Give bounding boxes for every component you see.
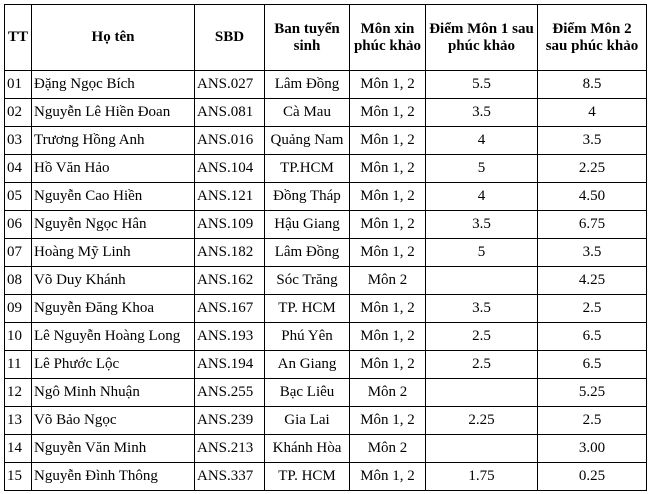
cell-diem-mon-2: 4 — [538, 99, 647, 127]
header-tt: TT — [5, 5, 32, 71]
cell-diem-mon-2: 4.25 — [538, 267, 647, 295]
table-row — [5, 407, 647, 435]
cell-tt: 11 — [5, 351, 32, 379]
cell-mon-xin-phuc-khao: Môn 1, 2 — [350, 295, 426, 323]
header-row — [5, 5, 647, 71]
cell-diem-mon-1: 2.5 — [426, 323, 538, 351]
cell-sbd: ANS.194 — [195, 351, 265, 379]
cell-mon-xin-phuc-khao: Môn 1, 2 — [350, 71, 426, 99]
cell-diem-mon-2: 8.5 — [538, 71, 647, 99]
cell-mon-xin-phuc-khao: Môn 1, 2 — [350, 127, 426, 155]
cell-ho-ten: Nguyễn Cao Hiền — [32, 183, 195, 211]
cell-diem-mon-1: 5 — [426, 155, 538, 183]
table-row — [5, 211, 647, 239]
cell-ho-ten: Nguyễn Lê Hiền Đoan — [32, 99, 195, 127]
cell-ban-tuyen-sinh: Bạc Liêu — [265, 379, 350, 407]
cell-diem-mon-2: 5.25 — [538, 379, 647, 407]
cell-diem-mon-1: 5.5 — [426, 71, 538, 99]
cell-ho-ten: Đặng Ngọc Bích — [32, 71, 195, 99]
cell-ban-tuyen-sinh: An Giang — [265, 351, 350, 379]
cell-sbd: ANS.167 — [195, 295, 265, 323]
cell-tt: 14 — [5, 435, 32, 463]
cell-ho-ten: Nguyễn Đăng Khoa — [32, 295, 195, 323]
cell-ban-tuyen-sinh: Phú Yên — [265, 323, 350, 351]
cell-sbd: ANS.121 — [195, 183, 265, 211]
cell-ban-tuyen-sinh: TP. HCM — [265, 295, 350, 323]
cell-sbd: ANS.162 — [195, 267, 265, 295]
table-body — [5, 71, 647, 491]
cell-diem-mon-1 — [426, 267, 538, 295]
cell-tt: 15 — [5, 463, 32, 491]
cell-ban-tuyen-sinh: Sóc Trăng — [265, 267, 350, 295]
table-row — [5, 239, 647, 267]
cell-diem-mon-1: 4 — [426, 127, 538, 155]
cell-tt: 07 — [5, 239, 32, 267]
cell-diem-mon-1 — [426, 435, 538, 463]
cell-ho-ten: Võ Duy Khánh — [32, 267, 195, 295]
cell-tt: 05 — [5, 183, 32, 211]
cell-mon-xin-phuc-khao: Môn 1, 2 — [350, 351, 426, 379]
table-row — [5, 267, 647, 295]
cell-tt: 13 — [5, 407, 32, 435]
table-row — [5, 71, 647, 99]
cell-ban-tuyen-sinh: TP.HCM — [265, 155, 350, 183]
cell-ban-tuyen-sinh: TP. HCM — [265, 463, 350, 491]
cell-diem-mon-1: 2.5 — [426, 351, 538, 379]
cell-diem-mon-1: 1.75 — [426, 463, 538, 491]
cell-diem-mon-1 — [426, 379, 538, 407]
cell-diem-mon-2: 2.5 — [538, 295, 647, 323]
results-table-container — [4, 4, 647, 491]
cell-mon-xin-phuc-khao: Môn 1, 2 — [350, 239, 426, 267]
cell-diem-mon-2: 6.75 — [538, 211, 647, 239]
cell-ho-ten: Võ Bảo Ngọc — [32, 407, 195, 435]
header-ban-tuyen-sinh: Ban tuyển sinh — [265, 5, 350, 71]
cell-tt: 10 — [5, 323, 32, 351]
cell-ban-tuyen-sinh: Lâm Đồng — [265, 71, 350, 99]
cell-diem-mon-1: 3.5 — [426, 295, 538, 323]
header-sbd: SBD — [195, 5, 265, 71]
header-diem-mon-2: Điểm Môn 2 sau phúc khảo — [538, 5, 647, 71]
cell-diem-mon-2: 3.00 — [538, 435, 647, 463]
cell-tt: 04 — [5, 155, 32, 183]
cell-mon-xin-phuc-khao: Môn 1, 2 — [350, 407, 426, 435]
cell-ban-tuyen-sinh: Hậu Giang — [265, 211, 350, 239]
cell-diem-mon-1: 2.25 — [426, 407, 538, 435]
cell-diem-mon-2: 6.5 — [538, 351, 647, 379]
cell-ban-tuyen-sinh: Khánh Hòa — [265, 435, 350, 463]
cell-tt: 02 — [5, 99, 32, 127]
cell-diem-mon-1: 3.5 — [426, 99, 538, 127]
cell-mon-xin-phuc-khao: Môn 1, 2 — [350, 183, 426, 211]
cell-ban-tuyen-sinh: Lâm Đồng — [265, 239, 350, 267]
cell-ban-tuyen-sinh: Đồng Tháp — [265, 183, 350, 211]
cell-sbd: ANS.193 — [195, 323, 265, 351]
cell-ban-tuyen-sinh: Gia Lai — [265, 407, 350, 435]
cell-diem-mon-2: 2.25 — [538, 155, 647, 183]
cell-mon-xin-phuc-khao: Môn 1, 2 — [350, 155, 426, 183]
cell-ho-ten: Nguyễn Ngọc Hân — [32, 211, 195, 239]
cell-sbd: ANS.027 — [195, 71, 265, 99]
cell-ho-ten: Trương Hồng Anh — [32, 127, 195, 155]
cell-mon-xin-phuc-khao: Môn 1, 2 — [350, 211, 426, 239]
cell-ban-tuyen-sinh: Quảng Nam — [265, 127, 350, 155]
table-row — [5, 351, 647, 379]
cell-mon-xin-phuc-khao: Môn 1, 2 — [350, 323, 426, 351]
cell-tt: 03 — [5, 127, 32, 155]
cell-diem-mon-2: 2.5 — [538, 407, 647, 435]
table-row — [5, 155, 647, 183]
table-row — [5, 127, 647, 155]
cell-ho-ten: Nguyễn Đình Thông — [32, 463, 195, 491]
results-table — [4, 4, 647, 491]
cell-diem-mon-2: 3.5 — [538, 127, 647, 155]
table-row — [5, 323, 647, 351]
table-row — [5, 183, 647, 211]
table-row — [5, 379, 647, 407]
cell-diem-mon-1: 3.5 — [426, 211, 538, 239]
cell-mon-xin-phuc-khao: Môn 2 — [350, 379, 426, 407]
cell-ho-ten: Lê Phước Lộc — [32, 351, 195, 379]
cell-diem-mon-2: 3.5 — [538, 239, 647, 267]
cell-sbd: ANS.109 — [195, 211, 265, 239]
cell-diem-mon-2: 4.50 — [538, 183, 647, 211]
cell-sbd: ANS.337 — [195, 463, 265, 491]
header-diem-mon-1: Điểm Môn 1 sau phúc khảo — [426, 5, 538, 71]
cell-tt: 12 — [5, 379, 32, 407]
cell-sbd: ANS.104 — [195, 155, 265, 183]
cell-ho-ten: Hồ Văn Hảo — [32, 155, 195, 183]
table-row — [5, 435, 647, 463]
cell-tt: 01 — [5, 71, 32, 99]
cell-tt: 09 — [5, 295, 32, 323]
table-row — [5, 463, 647, 491]
cell-ho-ten: Ngô Minh Nhuận — [32, 379, 195, 407]
header-mon-xin-phuc-khao: Môn xin phúc khảo — [350, 5, 426, 71]
cell-ban-tuyen-sinh: Cà Mau — [265, 99, 350, 127]
cell-sbd: ANS.239 — [195, 407, 265, 435]
cell-ho-ten: Lê Nguyễn Hoàng Long — [32, 323, 195, 351]
cell-diem-mon-1: 4 — [426, 183, 538, 211]
cell-mon-xin-phuc-khao: Môn 2 — [350, 435, 426, 463]
cell-ho-ten: Nguyễn Văn Minh — [32, 435, 195, 463]
cell-mon-xin-phuc-khao: Môn 1, 2 — [350, 463, 426, 491]
cell-sbd: ANS.213 — [195, 435, 265, 463]
cell-sbd: ANS.016 — [195, 127, 265, 155]
cell-sbd: ANS.182 — [195, 239, 265, 267]
table-row — [5, 99, 647, 127]
cell-tt: 08 — [5, 267, 32, 295]
cell-mon-xin-phuc-khao: Môn 2 — [350, 267, 426, 295]
cell-mon-xin-phuc-khao: Môn 1, 2 — [350, 99, 426, 127]
cell-tt: 06 — [5, 211, 32, 239]
cell-sbd: ANS.081 — [195, 99, 265, 127]
cell-sbd: ANS.255 — [195, 379, 265, 407]
header-ho-ten: Họ tên — [32, 5, 195, 71]
cell-diem-mon-1: 5 — [426, 239, 538, 267]
cell-diem-mon-2: 0.25 — [538, 463, 647, 491]
cell-diem-mon-2: 6.5 — [538, 323, 647, 351]
table-row — [5, 295, 647, 323]
cell-ho-ten: Hoàng Mỹ Linh — [32, 239, 195, 267]
